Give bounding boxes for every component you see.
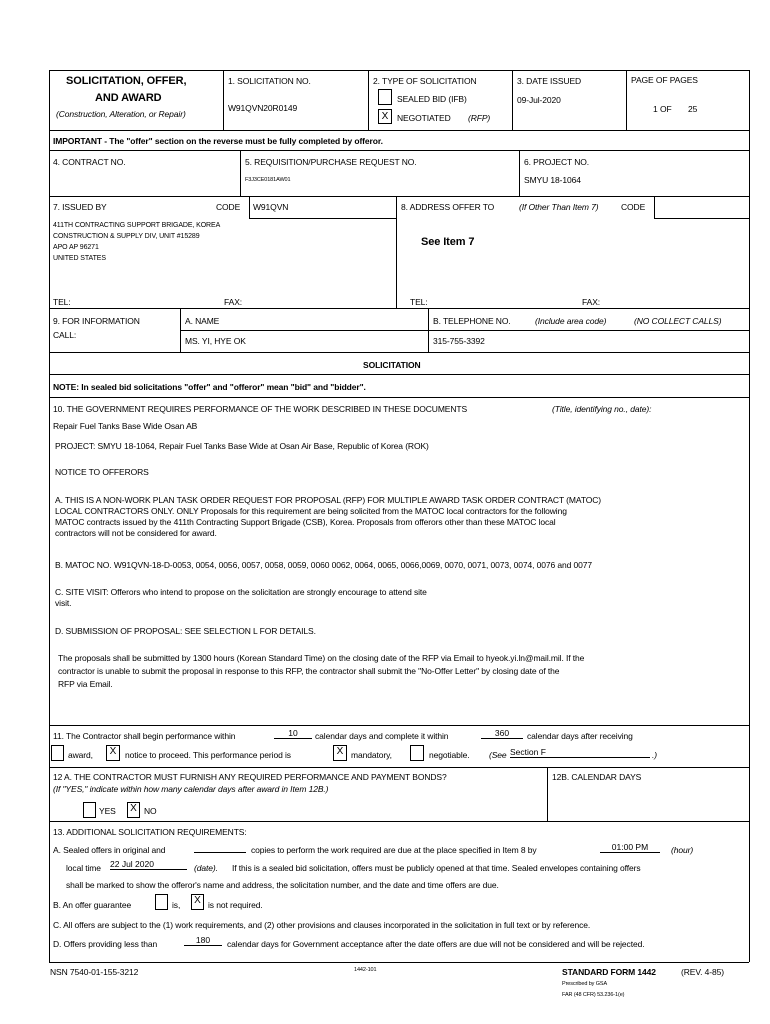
item13b-text: B. An offer guarantee <box>53 900 132 910</box>
award-label: award, <box>68 750 93 760</box>
issued-by-fax-label: FAX: <box>224 297 243 307</box>
sealed-bid-label: SEALED BID (IFB) <box>397 94 467 104</box>
item10-line11: D. SUBMISSION OF PROPOSAL: SEE SELECTION L FOR DETAILS. <box>55 626 316 636</box>
item13a-text3: If this is a sealed bid solicitation, offers must be publicly opened at that time. Sealed envelopes containing offers <box>232 863 641 873</box>
item10-note: (Title, identifying no., date): <box>552 404 652 414</box>
item10-line5: LOCAL CONTRACTORS ONLY. ONLY Proposals for this requirement are being solicited from the MATOC local contractors for the following <box>55 506 567 516</box>
item10-line7: contractors will not be considered for award. <box>55 528 217 538</box>
form-title-line1: SOLICITATION, OFFER, <box>66 75 187 87</box>
bond-no-checkbox[interactable]: X <box>127 802 140 818</box>
info-call-label-line1: 9. FOR INFORMATION <box>53 316 140 326</box>
item10-line6: MATOC contracts issued by the 411th Contracting Support Brigade (CSB), Korea. Proposals from offerors other than these MATOC local <box>55 517 556 527</box>
requisition-no[interactable]: F3J3CE0181AW01 <box>245 177 291 183</box>
issued-by-address-line1: 411TH CONTRACTING SUPPORT BRIGADE, KOREA <box>53 222 221 229</box>
telephone-number[interactable]: 315-755-3392 <box>433 336 485 346</box>
contact-name[interactable]: MS. YI, HYE OK <box>185 336 246 346</box>
bond-yes-label: YES <box>99 806 116 816</box>
item12a-label: 12 A. THE CONTRACTOR MUST FURNISH ANY REQUIRED PERFORMANCE AND PAYMENT BONDS? <box>53 772 447 782</box>
item11-text1: 11. The Contractor shall begin performance within <box>53 731 236 741</box>
project-no[interactable]: SMYU 18-1064 <box>524 175 581 185</box>
form-code: 1442-101 <box>354 967 377 973</box>
address-offer-tel-label: TEL: <box>410 297 428 307</box>
name-label: A. NAME <box>185 316 220 326</box>
due-time-field[interactable]: 01:00 PM <box>600 842 660 853</box>
item11-text2: calendar days and complete it within <box>315 731 449 741</box>
item13d-text1: D. Offers providing less than <box>53 939 158 949</box>
notice-to-proceed-checkbox[interactable]: X <box>106 745 120 761</box>
form-revision: (REV. 4-85) <box>681 967 724 977</box>
address-offer-fax-label: FAX: <box>582 297 601 307</box>
far-reference: FAR (48 CFR) 53.236-1(e) <box>562 992 625 998</box>
begin-days-field[interactable]: 10 <box>274 728 312 739</box>
solicitation-no[interactable]: W91QVN20R0149 <box>228 103 298 113</box>
item10-label: 10. THE GOVERNMENT REQUIRES PERFORMANCE OF THE WORK DESCRIBED IN THESE DOCUMENTS <box>53 404 468 414</box>
prescribed-by: Prescribed by GSA <box>562 981 608 987</box>
item10-line14: RFP via Email. <box>58 679 113 689</box>
item10-line1: Repair Fuel Tanks Base Wide Osan AB <box>53 421 198 431</box>
date-label: (date). <box>194 863 218 873</box>
page-of-pages-label: PAGE OF PAGES <box>631 75 698 85</box>
complete-days-field[interactable]: 360 <box>481 728 523 739</box>
issued-by-code[interactable]: W91QVN <box>253 202 289 212</box>
see-item-7: See Item 7 <box>421 236 475 248</box>
negotiated-rfp: (RFP) <box>468 113 491 123</box>
item12a-note: (If "YES," indicate within how many calendar days after award in Item 12B.) <box>53 784 329 794</box>
telephone-label: B. TELEPHONE NO. <box>433 316 511 326</box>
negotiable-label: negotiable. <box>429 750 470 760</box>
issued-by-address-line3: APO AP 96271 <box>53 244 99 251</box>
mandatory-checkbox[interactable]: X <box>333 745 347 761</box>
telephone-note-area-code: (Include area code) <box>535 316 607 326</box>
address-offer-code-label: CODE <box>621 202 646 212</box>
issued-by-code-label: CODE <box>216 202 241 212</box>
item11-text3: calendar days after receiving <box>527 731 633 741</box>
bond-yes-checkbox[interactable] <box>83 802 96 818</box>
due-date-field[interactable]: 22 Jul 2020 <box>110 859 187 870</box>
item10-line9: C. SITE VISIT: Offerors who intend to propose on the solicitation are strongly encourage to attend site <box>55 587 427 597</box>
item13c-text: C. All offers are subject to the (1) work requirements, and (2) other provisions and clauses incorporated in the solicitation in full text or by reference. <box>53 920 591 930</box>
acceptance-days-field[interactable]: 180 <box>184 935 222 946</box>
hour-label: (hour) <box>671 845 694 855</box>
requisition-label: 5. REQUISITION/PURCHASE REQUEST NO. <box>245 157 417 167</box>
negotiated-checkbox[interactable]: X <box>378 109 392 124</box>
guarantee-is-not-label: is not required. <box>208 900 263 910</box>
issued-by-label: 7. ISSUED BY <box>53 202 107 212</box>
item10-line4: A. THIS IS A NON-WORK PLAN TASK ORDER REQUEST FOR PROPOSAL (RFP) FOR MULTIPLE AWARD TASK ORDER CONTRACT (MATOC) <box>55 495 602 505</box>
important-note: IMPORTANT - The "offer" section on the reverse must be fully completed by offeror. <box>53 136 383 146</box>
local-time-label: local time <box>66 863 101 873</box>
guarantee-is-label: is, <box>172 900 181 910</box>
item10-line10: visit. <box>55 598 72 608</box>
item10-line2: PROJECT: SMYU 18-1064, Repair Fuel Tanks Base Wide at Osan Air Base, Republic of Korea (ROK) <box>55 441 429 451</box>
item13a-text4: shall be marked to show the offeror's name and address, the solicitation number, and the date and time offers are due. <box>66 880 499 890</box>
address-offer-label: 8. ADDRESS OFFER TO <box>401 202 495 212</box>
mandatory-label: mandatory, <box>351 750 392 760</box>
notice-to-proceed-label: notice to proceed. This performance period is <box>125 750 291 760</box>
project-no-label: 6. PROJECT NO. <box>524 157 590 167</box>
page-of: OF <box>660 104 672 114</box>
sealed-bid-checkbox[interactable] <box>378 89 392 105</box>
standard-form-name: STANDARD FORM 1442 <box>562 967 656 977</box>
address-offer-note: (If Other Than Item 7) <box>519 202 599 212</box>
telephone-note-no-collect: (NO COLLECT CALLS) <box>634 316 722 326</box>
negotiated-label: NEGOTIATED <box>397 113 451 123</box>
type-of-solicitation-label: 2. TYPE OF SOLICITATION <box>373 76 477 86</box>
page-number: 1 <box>653 104 658 114</box>
item13a-text2: copies to perform the work required are due at the place specified in Item 8 by <box>251 845 537 855</box>
date-issued[interactable]: 09-Jul-2020 <box>517 95 561 105</box>
item10-line13: contractor is unable to submit the proposal in response to this RFP, the contractor shall submit the "No-Offer Letter" by closing date of the <box>58 666 560 676</box>
date-issued-label: 3. DATE ISSUED <box>517 76 582 86</box>
item10-line8: B. MATOC NO. W91QVN-18-D-0053, 0054, 0056, 0057, 0058, 0059, 0060 0062, 0064, 0065, 0066,0069, 0070, 0071, 0073, 0074, 0076 and 0077 <box>55 560 593 570</box>
see-section-field[interactable]: Section F <box>510 747 650 758</box>
solicitation-no-label: 1. SOLICITATION NO. <box>228 76 311 86</box>
item13d-text2: calendar days for Government acceptance after the date offers are due will not be considered and will be rejected. <box>227 939 645 949</box>
form-subtitle: (Construction, Alteration, or Repair) <box>56 109 186 119</box>
bond-no-label: NO <box>144 806 157 816</box>
solicitation-heading: SOLICITATION <box>363 360 421 370</box>
info-call-label-line2: CALL: <box>53 330 77 340</box>
negotiable-checkbox[interactable] <box>410 745 424 761</box>
guarantee-is-checkbox[interactable] <box>155 894 168 910</box>
item13-label: 13. ADDITIONAL SOLICITATION REQUIREMENTS: <box>53 827 247 837</box>
copies-field[interactable] <box>194 842 246 853</box>
see-label: (See <box>489 750 507 760</box>
item10-line12: The proposals shall be submitted by 1300 hours (Korean Standard Time) on the closing date of the RFP via Email to hyeok.yi.ln@mail.mil. If the <box>58 653 585 663</box>
contract-no-label: 4. CONTRACT NO. <box>53 157 126 167</box>
issued-by-tel-label: TEL: <box>53 297 71 307</box>
see-end: .) <box>652 750 657 760</box>
issued-by-address-line2: CONSTRUCTION & SUPPLY DIV, UNIT #15289 <box>53 233 200 240</box>
page-total: 25 <box>688 104 698 114</box>
item12b-label: 12B. CALENDAR DAYS <box>552 772 642 782</box>
form-title-line2: AND AWARD <box>95 92 162 104</box>
guarantee-is-not-checkbox[interactable]: X <box>191 894 204 910</box>
nsn-number: NSN 7540-01-155-3212 <box>50 967 139 977</box>
award-checkbox[interactable] <box>51 745 64 761</box>
sealed-bid-note: NOTE: In sealed bid solicitations "offer" and "offeror" mean "bid" and "bidder". <box>53 382 366 392</box>
item10-line3: NOTICE TO OFFERORS <box>55 467 149 477</box>
issued-by-address-line4: UNITED STATES <box>53 255 106 262</box>
item13a-text1: A. Sealed offers in original and <box>53 845 166 855</box>
